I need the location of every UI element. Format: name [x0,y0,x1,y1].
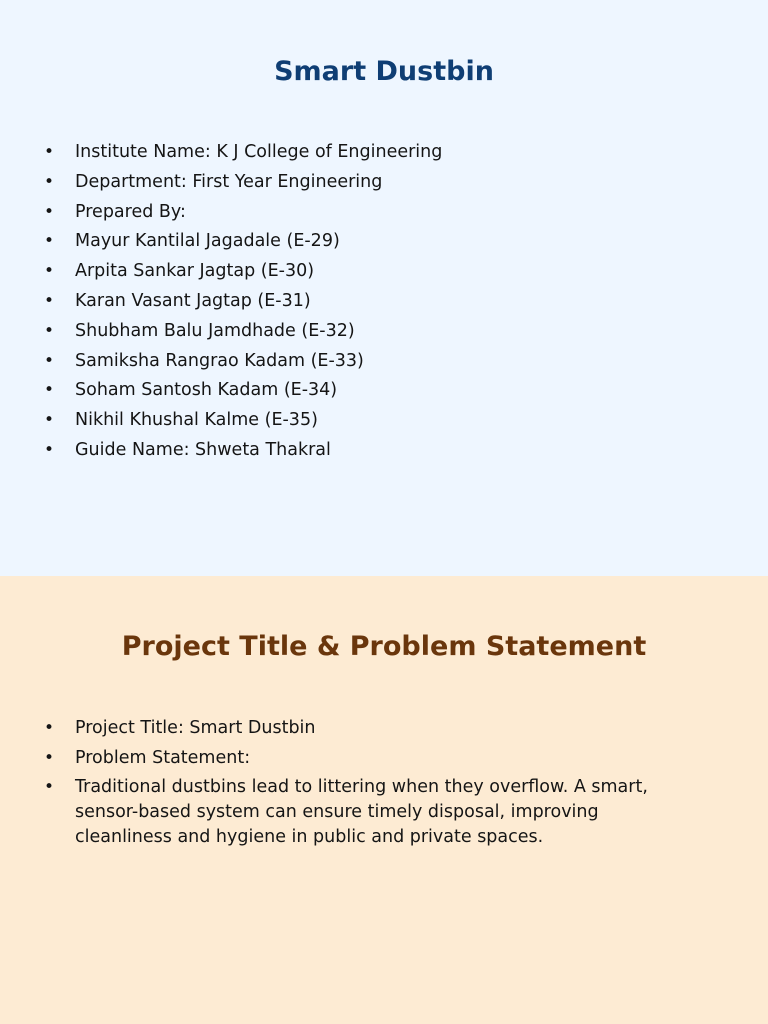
list-item-member [0,378,442,402]
bullet-icon: • [44,410,55,431]
list-item-guide [0,438,442,462]
bullet-icon: • [44,777,55,797]
list-item-member [0,349,442,373]
list-item-text: Shubham Balu Jamdhade (E-32) [75,320,355,341]
bullet-icon: • [44,380,55,401]
bullet-icon: • [44,261,55,282]
list-item-project-title [0,716,690,740]
list-item-text: Problem Statement: [75,748,251,768]
list-item-text: Department: First Year Engineering [75,171,383,192]
list-item-member [0,259,442,283]
list-item-text: Prepared By: [75,201,186,222]
list-item-problem-statement [0,746,690,770]
list-item-member [0,408,442,432]
bullet-icon: • [44,201,55,222]
list-item-text: Samiksha Rangrao Kadam (E-33) [75,350,364,371]
list-item-problem-description [0,775,690,850]
bullet-icon: • [44,231,55,252]
slide-1-title: Smart Dustbin [274,56,494,87]
bullet-icon: • [44,350,55,371]
bullet-icon: • [44,142,55,162]
list-item-text: Traditional dustbins lead to littering when they overflow. A smart, sensor-based system can ensure timely disposal, improving cleanliness and hygiene in public and private spaces. [75,777,648,847]
list-item-text: Institute Name: K J College of Engineering [75,142,443,162]
list-item-text: Nikhil Khushal Kalme (E-35) [75,410,318,431]
list-item-text: Soham Santosh Kadam (E-34) [75,380,338,401]
list-item-text: Arpita Sankar Jagtap (E-30) [75,261,315,282]
list-item-member [0,289,442,313]
list-item-member [0,319,442,343]
slide-2-bullet-list [0,716,690,856]
list-item-text: Karan Vasant Jagtap (E-31) [75,290,311,311]
bullet-icon: • [44,290,55,311]
slide-1-bullet-list [0,140,442,468]
bullet-icon: • [44,439,55,460]
slide-2-title: Project Title & Problem Statement [121,631,647,662]
list-item-text: Mayur Kantilal Jagadale (E-29) [75,231,340,252]
bullet-icon: • [44,718,55,738]
slide-2 [0,576,768,1024]
list-item-text: Project Title: Smart Dustbin [75,718,316,738]
bullet-icon: • [44,748,55,768]
bullet-icon: • [44,171,55,192]
list-item-prepared-by [0,200,442,224]
bullet-icon: • [44,320,55,341]
list-item-department [0,170,442,194]
list-item-member [0,229,442,253]
list-item-institute [0,140,442,164]
list-item-text: Guide Name: Shweta Thakral [75,439,331,460]
